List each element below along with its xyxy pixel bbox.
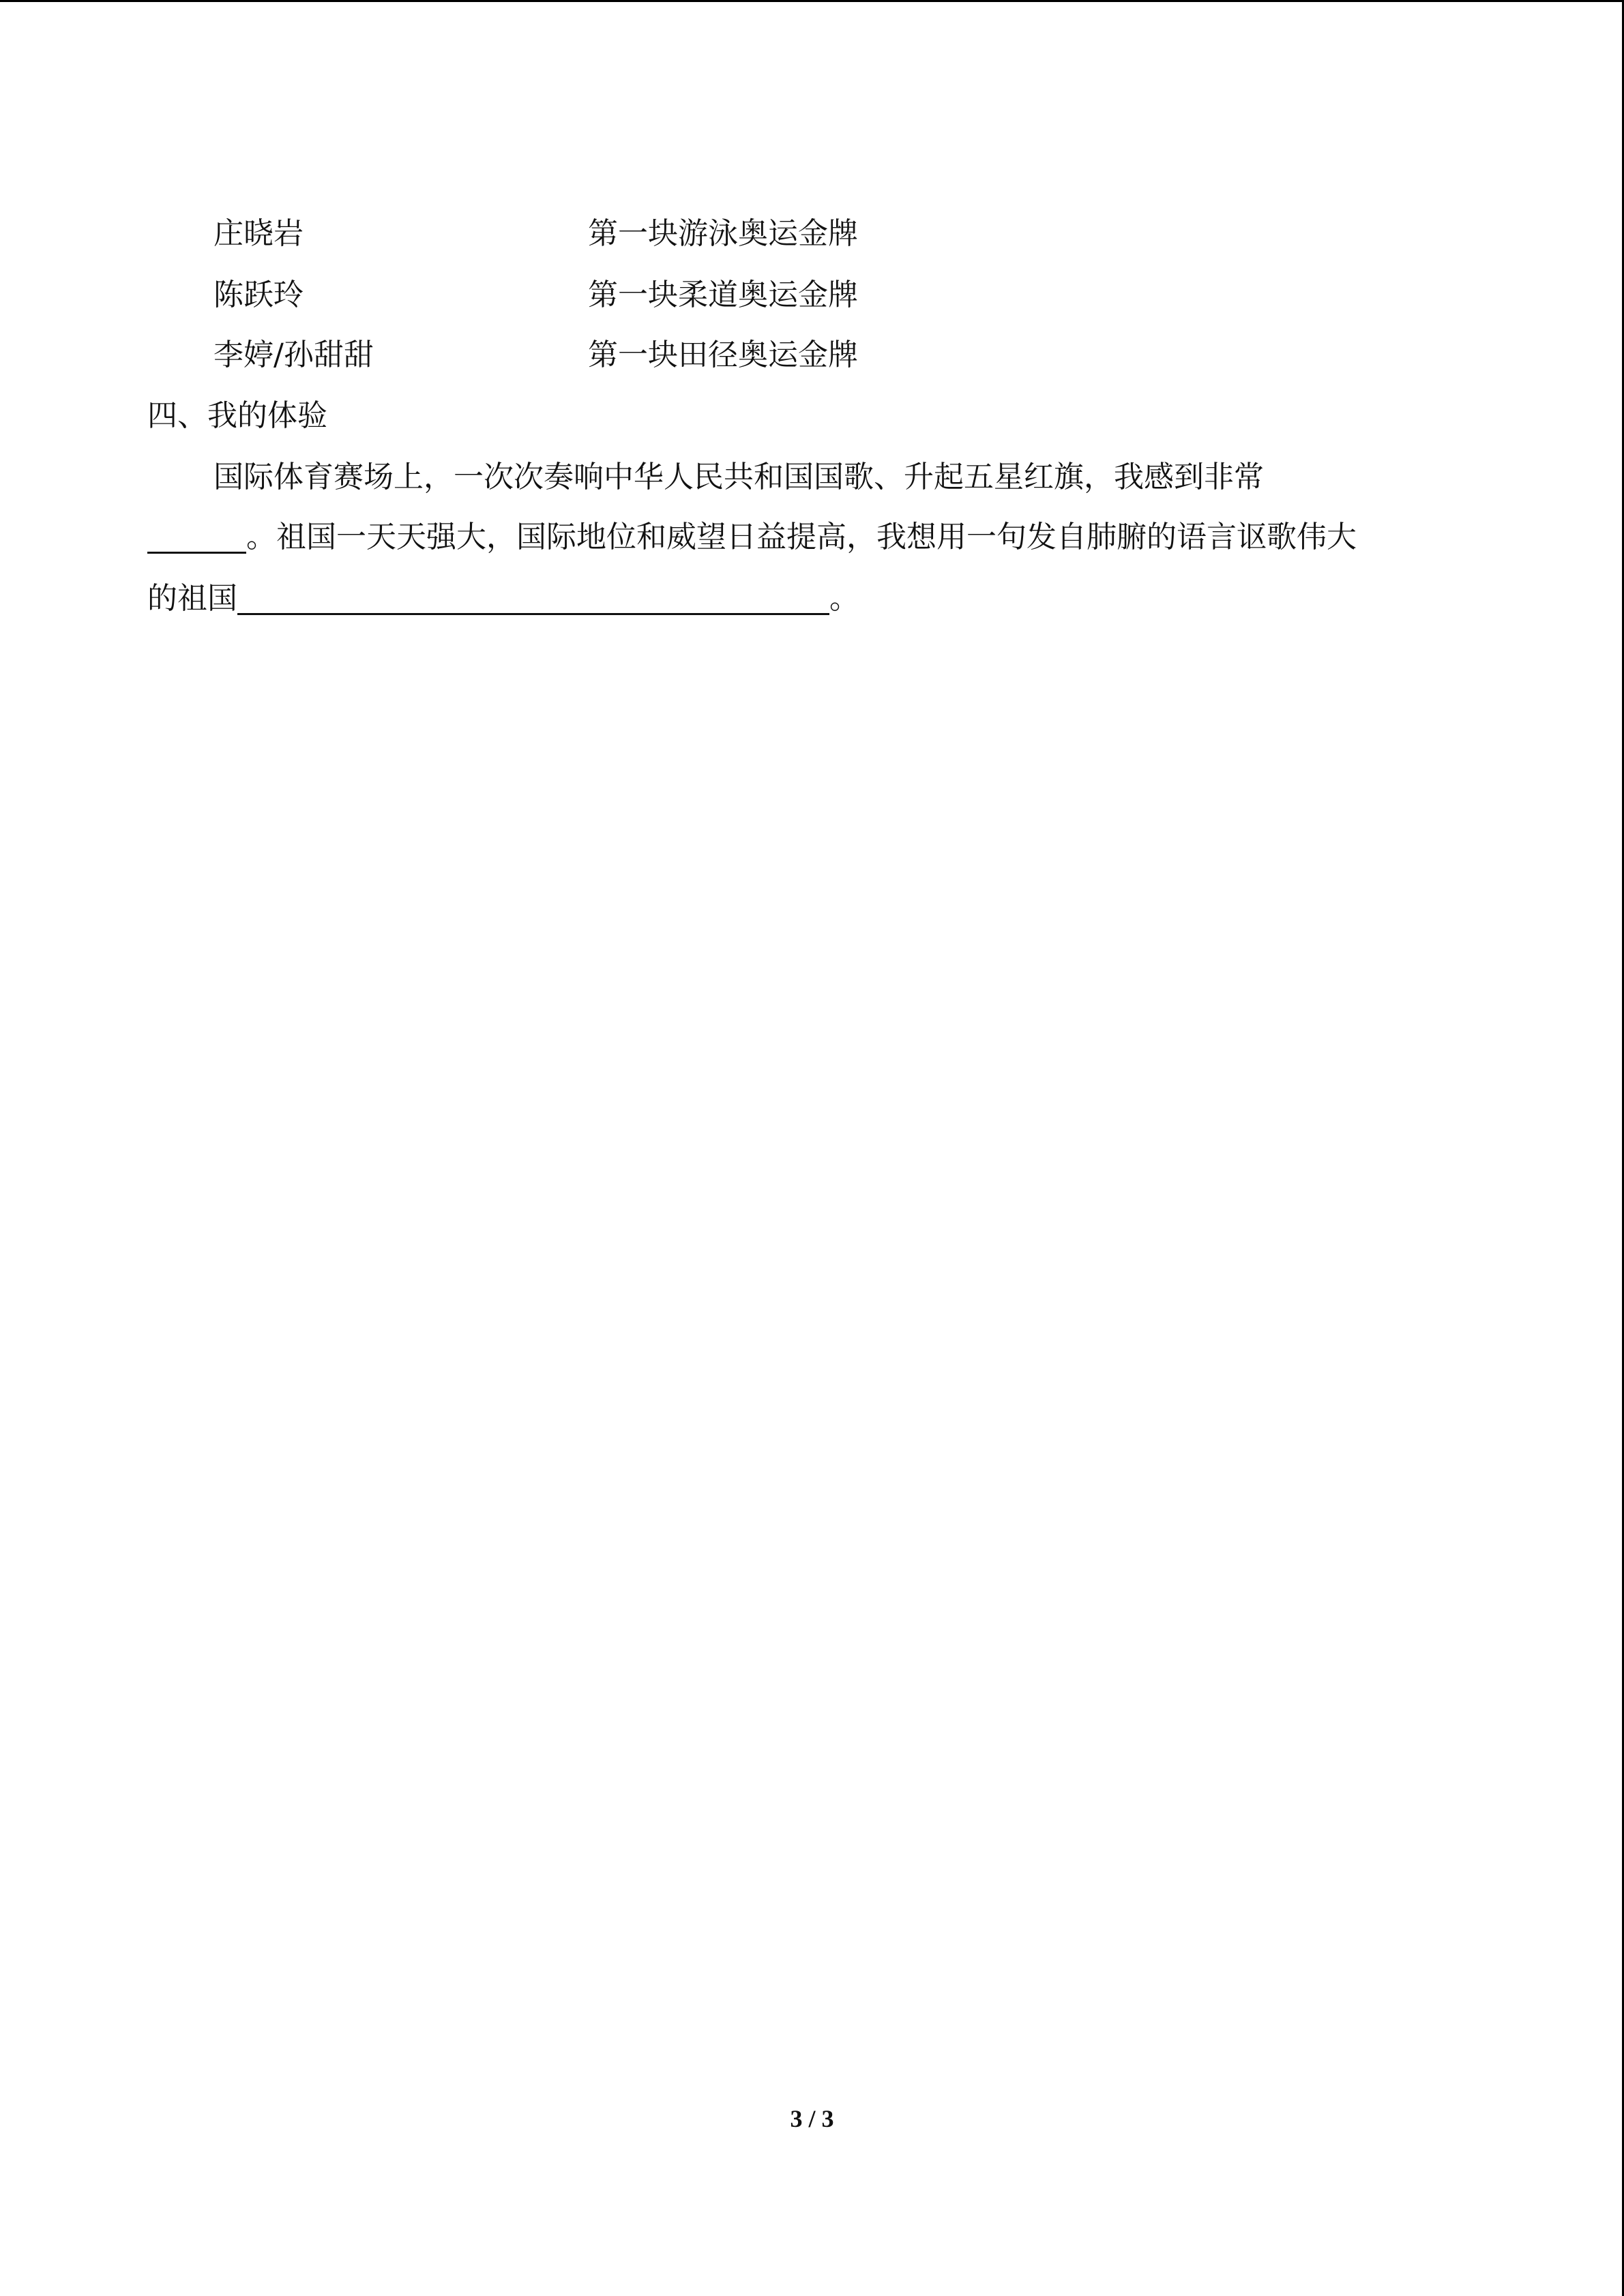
paragraph-line-3-text: 的祖国: [147, 581, 237, 616]
fill-blank-praise[interactable]: [237, 579, 829, 615]
paragraph-line-2: [147, 517, 1357, 558]
matching-medal-3: 第一块田径奥运金牌: [588, 338, 858, 372]
section-heading: 四、我的体验: [147, 398, 327, 433]
paragraph-line-3-end: 。: [829, 581, 859, 616]
matching-medal-2: 第一块柔道奥运金牌: [588, 278, 858, 312]
paragraph-line-3: [147, 578, 859, 619]
fill-blank-feeling[interactable]: [147, 518, 246, 554]
paragraph-line-1: 国际体育赛场上，一次次奏响中华人民共和国国歌、升起五星红旗，我感到非常: [213, 460, 1264, 494]
page-number: 3 / 3: [790, 2105, 834, 2132]
matching-medal-1: 第一块游泳奥运金牌: [588, 216, 858, 251]
matching-name-2: 陈跃玲: [213, 278, 304, 312]
paragraph-line-2-text: 。祖国一天天强大，国际地位和威望日益提高，我想用一句发自肺腑的语言讴歌伟大: [246, 520, 1357, 554]
matching-name-3: 李婷/孙甜甜: [213, 338, 374, 372]
matching-name-1: 庄晓岩: [213, 216, 304, 251]
